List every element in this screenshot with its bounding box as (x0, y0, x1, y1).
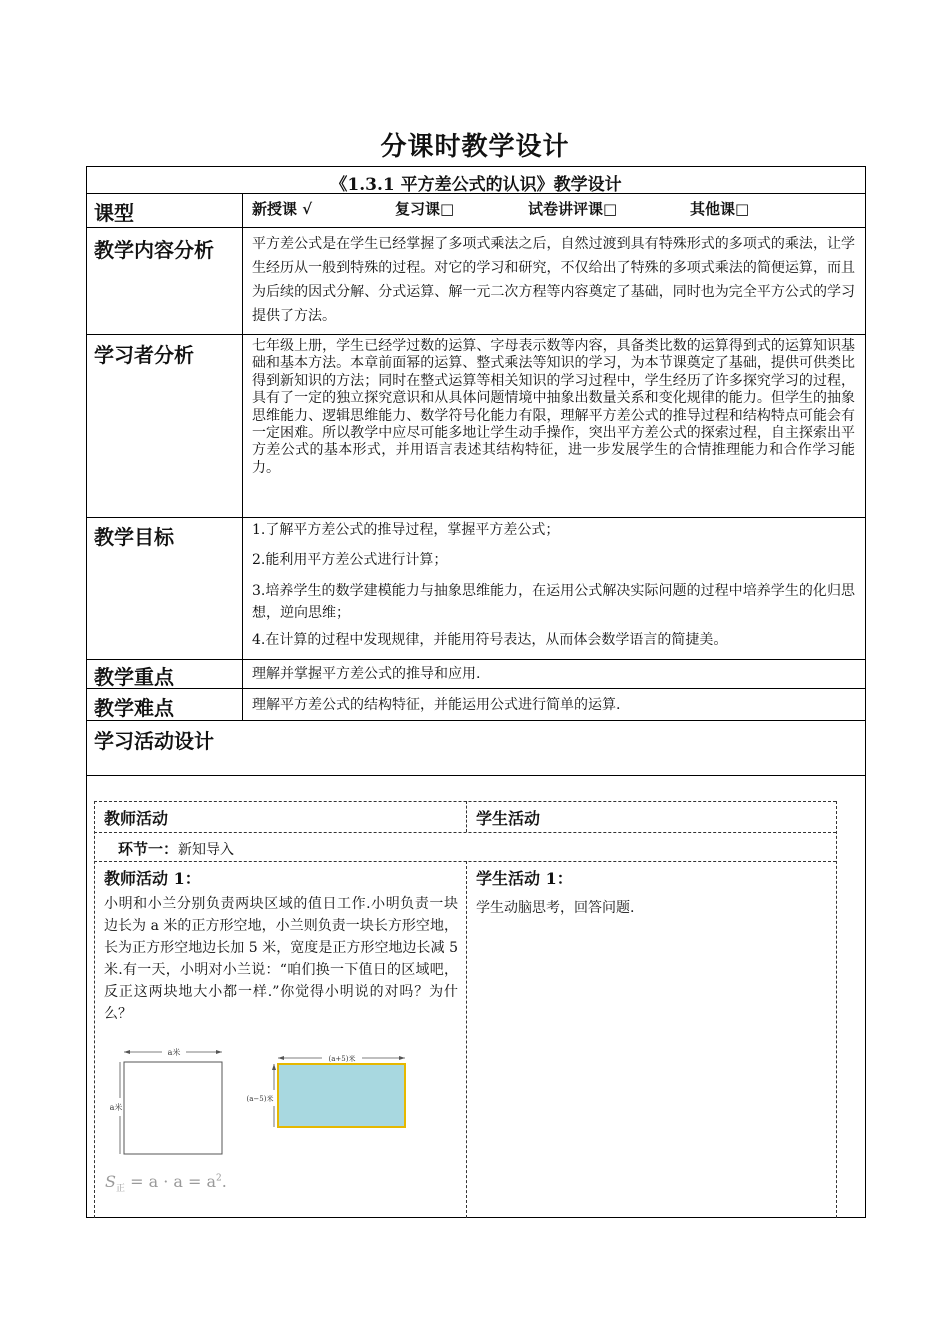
course-type-exam: 试卷讲评课□ (528, 200, 618, 218)
row-divider (86, 517, 866, 518)
row-divider (86, 227, 866, 228)
square-area-formula (105, 1172, 227, 1194)
key-points-label: 教学重点 (94, 665, 174, 689)
learner-analysis-text: 七年级上册，学生已经学过数的运算、字母表示数等内容，具备类比数的运算得到式的运算知识基础和基本方法。本章前面幂的运算、整式乘法等知识的学习，为本节课奠定了基础，提供可供类比得到新知识的方法；同时在整式运算等相关知识的学习过程中，学生经历了许多探究学习的过程，具有了一定的独立探究意识和从具体问题情境中抽象出数量关系和变化规律的能力。但学生的抽象思维能力、逻辑思维能力、数学符号化能力有限，理解平方差公式的推导过程和结构特点可能会有一定困难。所以教学中应尽可能多地让学生动手操作，突出平方差公式的探索过程，自主探索出平方差公式的基本形式，并用语言表述其结构特征，进一步发展学生的合情推理能力和合作学习能力。 (252, 338, 855, 476)
square-top-label: a米 (167, 1048, 181, 1057)
activity-table-border (94, 861, 836, 862)
learner-analysis-label: 学习者分析 (94, 343, 194, 367)
objective-item: 1.了解平方差公式的推导过程，掌握平方差公式； (252, 522, 560, 538)
content-analysis-label: 教学内容分析 (94, 238, 214, 262)
section-heading (118, 838, 234, 859)
formula-s: S (105, 1172, 116, 1191)
activity-design-label: 学习活动设计 (94, 729, 214, 753)
section-text: 新知导入 (178, 842, 235, 858)
course-type-label: 课型 (94, 201, 134, 225)
objective-item: 4.在计算的过程中发现规律，并能用符号表达，从而体会数学语言的简捷美。 (252, 632, 728, 648)
objective-item: 2.能利用平方差公式进行计算； (252, 552, 448, 568)
student-activity-header: 学生活动 (476, 809, 541, 828)
difficulties-label: 教学难点 (94, 696, 174, 720)
column-divider (242, 193, 243, 720)
rectangle-plot (278, 1064, 405, 1127)
course-type-other: 其他课□ (690, 200, 750, 218)
course-type-review: 复习课□ (395, 200, 455, 218)
content-analysis-text: 平方差公式是在学生已经掌握了多项式乘法之后，自然过渡到具有特殊形式的多项式的乘法，让学生经历从一般到特殊的过程。对它的学习和研究，不仅给出了特殊的多项式乘法的简便运算，而且为后续的因式分解、分式运算、解一元二次方程等内容奠定了基础，同时也为完全平方公式的学习提供了方法。 (252, 236, 855, 324)
objective-item: 3.培养学生的数学建模能力与抽象思维能力，在运用公式解决实际问题的过程中培养学生的化归思想，逆向思维； (252, 583, 855, 621)
design-title: 《1.3.1 平方差公式的认识》教学设计 (330, 175, 622, 195)
square-side-label: a米 (109, 1103, 123, 1112)
objectives-label: 教学目标 (94, 525, 174, 549)
formula-body: = a · a = a (130, 1172, 217, 1191)
activity-table-border (94, 801, 836, 802)
square-plot (124, 1062, 222, 1154)
activity-table-border (836, 801, 837, 1218)
teacher-activity-text: 小明和小兰分别负责两块区域的值日工作.小明负责一块边长为 a 米的正方形空地，小兰则负责一块长方形空地，长为正方形空地边长加 5 米，宽度是正方形空地边长减 5 米.有一天，小明对小兰说：“咱们换一下值日的区域吧，反正这两块地大小都一样.”你觉得小明说的对吗？为什么？ (104, 896, 458, 1022)
formula-end: . (221, 1172, 227, 1191)
formula-subscript: 正 (115, 1184, 125, 1195)
page-title: 分课时教学设计 (380, 132, 570, 162)
formula-exponent: 2 (216, 1173, 222, 1184)
rectangle-top-label: (a+5)米 (328, 1055, 356, 1063)
area-figure (100, 1048, 430, 1158)
activity-table-border (94, 832, 836, 833)
key-points-text: 理解并掌握平方差公式的推导和应用. (252, 666, 481, 682)
rectangle-side-label: (a−5)米 (246, 1095, 274, 1103)
teacher-activity-header: 教师活动 (104, 809, 169, 828)
activity-column-divider (466, 861, 467, 1218)
row-divider (86, 659, 866, 660)
activity-table-border (94, 801, 95, 1218)
row-divider (86, 720, 866, 721)
course-type-new: 新授课 √ (252, 200, 313, 218)
row-divider (86, 775, 866, 776)
student-activity-text: 学生动脑思考，回答问题. (476, 900, 635, 916)
row-divider (86, 334, 866, 335)
student-activity-title: 学生活动 1： (476, 869, 573, 888)
section-label: 环节一： (118, 840, 179, 858)
difficulties-text: 理解平方差公式的结构特征，并能运用公式进行简单的运算. (252, 697, 621, 713)
row-divider (86, 688, 866, 689)
teacher-activity-title: 教师活动 1： (104, 869, 201, 888)
activity-column-divider (466, 801, 467, 832)
